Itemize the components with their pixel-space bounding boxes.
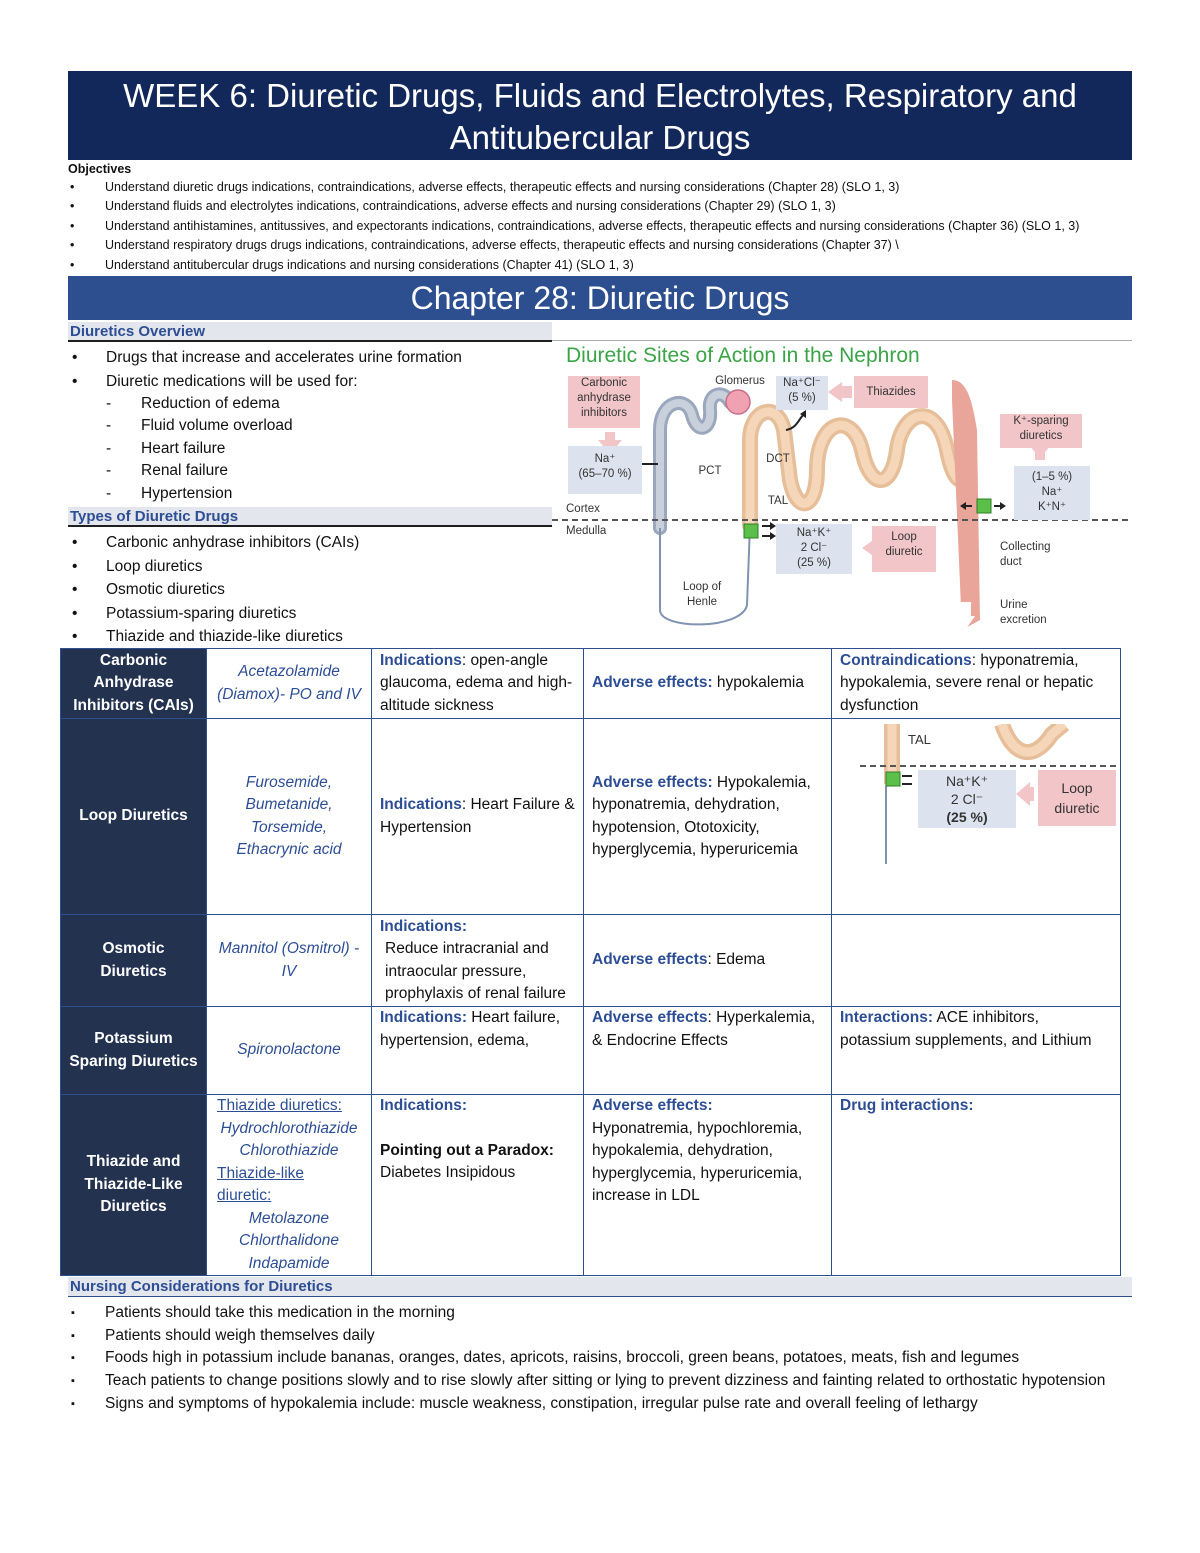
na-ion: Na⁺ <box>594 453 616 465</box>
interactions-label: Drug interactions: <box>840 1097 974 1114</box>
adverse-cell <box>584 649 832 719</box>
week-title <box>68 71 1132 160</box>
list-item: • Carbonic anhydrase inhibitors (CAIs) <box>68 531 359 555</box>
objective-item: • Understand fluids and electrolytes indications, contraindications, adverse effects and nursing considerations (Chapter 29) (SLO 1, 3) <box>68 197 1132 216</box>
carbonic-anhydrase-label: Carbonic anhydrase inhibitors <box>568 376 640 428</box>
drug-name: Chlorothiazide <box>239 1142 339 1159</box>
adverse-text: Hyponatremia, hypochloremia, hypokalemia, dehydration, hyperglycemia, hyperuricemia, increase in LDL <box>592 1119 803 1204</box>
indications-cell <box>372 915 584 1007</box>
list-item: ▪ Patients should weigh themselves daily <box>68 1325 1132 1348</box>
table-row <box>61 915 1121 1007</box>
objectives-section <box>68 161 1132 275</box>
loop-mini-diagram <box>852 724 1120 864</box>
objectives-list <box>68 178 1132 275</box>
k-sparing-box <box>1014 466 1090 520</box>
mini-percent: (25 %) <box>946 809 988 825</box>
nak-box <box>776 524 852 574</box>
k-kn-ion: K⁺N⁺ <box>1037 501 1067 513</box>
drug-name: Torsemide, <box>250 818 328 836</box>
indications-label: Indications <box>380 651 462 669</box>
drug-group-label: Thiazide-like diuretic: <box>217 1164 305 1204</box>
drug-name: Indapamide <box>248 1254 330 1272</box>
overview-list <box>68 346 462 505</box>
list-item: ▪ Teach patients to change positions slowly and to rise slowly after sitting or lying to prevent dizziness and fainting related to orthostatic hypotension <box>68 1370 1132 1393</box>
drug-name: Hydrochlorothiazide <box>220 1119 358 1137</box>
overview-heading: Diuretics Overview <box>68 322 552 342</box>
adverse-label: Adverse effects: <box>592 1097 713 1114</box>
list-item: • Osmotic diuretics <box>68 578 359 602</box>
nak-ion: Na⁺K⁺ <box>796 527 832 539</box>
drug-group-label: Thiazide diuretics: <box>217 1097 342 1114</box>
adverse-text: : Edema <box>707 951 766 969</box>
list-item: • Drugs that increase and accelerates urine formation <box>68 346 462 370</box>
mini-nak-box <box>918 770 1016 828</box>
list-item: - Heart failure <box>68 438 462 460</box>
drug-name: Furosemide, <box>245 773 333 791</box>
nak-percent: (25 %) <box>797 557 831 569</box>
drug-name: Bumetanide, <box>245 796 333 813</box>
diagram-title: Diuretic Sites of Action in the Nephron <box>566 344 920 367</box>
adverse-text: Hypokalemia, hyponatremia, dehydration, hypotension, Ototoxicity, hyperglycemia, hyperuricemia <box>592 773 811 858</box>
indications-cell <box>372 649 584 719</box>
na-percent: (65–70 %) <box>578 468 632 480</box>
drug-cell: Mannitol (Osmitrol) - IV <box>207 915 372 1007</box>
indications-cell <box>372 719 584 915</box>
k-sparing-label: K⁺-sparing diuretics <box>1000 414 1082 448</box>
nacl-percent: (5 %) <box>788 392 816 404</box>
indications-cell <box>372 1007 584 1095</box>
mini-nak-ion: Na⁺K⁺ <box>945 773 988 789</box>
mini-loop-diuretic-label: Loop diuretic <box>1038 770 1116 826</box>
nacl-box <box>776 376 828 410</box>
category-cell: Potassium Sparing Diuretics <box>61 1007 207 1095</box>
na-pct-box <box>568 446 642 494</box>
interactions-cell <box>832 1007 1121 1095</box>
list-item: ▪ Foods high in potassium include bananas, oranges, dates, apricots, raisins, broccoli, green beans, potatoes, meats, fish and legumes <box>68 1347 1132 1370</box>
adverse-label: Adverse effects: <box>592 773 713 791</box>
types-list <box>68 531 359 649</box>
interactions-cell <box>832 1095 1121 1276</box>
indications-cell <box>372 1095 584 1276</box>
adverse-cell <box>584 1007 832 1095</box>
drug-cell: Spironolactone <box>207 1007 372 1095</box>
objective-item: • Understand respiratory drugs drugs indications, contraindications, adverse effects, therapeutic effects and nursing considerations (Chapter 37) \ <box>68 236 1132 255</box>
chapter-title: Chapter 28: Diuretic Drugs <box>68 276 1132 320</box>
list-item: - Hypertension <box>68 483 462 505</box>
contraindications-cell <box>832 649 1121 719</box>
list-item: • Loop diuretics <box>68 555 359 579</box>
nacl-ion: Na⁺Cl⁻ <box>783 377 821 389</box>
cortex-label: Cortex <box>566 503 600 515</box>
table-row <box>61 1007 1121 1095</box>
empty-cell <box>832 915 1121 1007</box>
indications-label: Indications <box>380 796 462 813</box>
objective-item: • Understand antitubercular drugs indications and nursing considerations (Chapter 41) (SLO 1, 3) <box>68 256 1132 275</box>
loop-henle-label: Loop of Henle <box>682 581 722 608</box>
indications-label: Indications: <box>380 917 467 935</box>
drug-cell <box>207 1095 372 1276</box>
pct-label: PCT <box>698 465 722 477</box>
collecting-duct-label: Collecting duct <box>1000 541 1051 568</box>
indications-text: : Heart Failure & Hypertension <box>380 796 575 836</box>
objective-item: • Understand diuretic drugs indications, contraindications, adverse effects, therapeutic effects and nursing considerations (Chapter 28) (SLO 1, 3) <box>68 178 1132 197</box>
mini-tal-label: TAL <box>908 732 931 747</box>
week-title-line2: Antitubercular Drugs <box>449 119 751 156</box>
k-percent: (1–5 %) <box>1031 471 1073 483</box>
contraindications-label: Contraindications <box>840 651 972 669</box>
drug-name: Ethacrynic acid <box>236 841 342 858</box>
urine-excretion-label: Urine excretion <box>1000 599 1047 626</box>
objective-item: • Understand antihistamines, antitussives, and expectorants indications, contraindications, adverse effects, therapeutic effects and nursing considerations (Chapter 36) (SLO 1, 3) <box>68 217 1132 236</box>
drug-cell: Acetazolamide (Diamox)- PO and IV <box>207 649 372 719</box>
indications-text: Reduce intracranial and intraocular pressure, prophylaxis of renal failure <box>385 940 566 1002</box>
objectives-heading: Objectives <box>68 162 132 176</box>
medulla-label: Medulla <box>566 525 607 537</box>
table-row <box>61 1095 1121 1276</box>
mini-cl-ion: 2 Cl⁻ <box>950 791 984 807</box>
adverse-text: : Hyperkalemia, & Endocrine Effects <box>592 1009 816 1049</box>
indications-text: Heart failure, hypertension, edema, <box>380 1009 561 1049</box>
glomerus-label: Glomerus <box>715 375 765 387</box>
paradox-text: Diabetes Insipidous <box>380 1164 516 1181</box>
interactions-label: Interactions: <box>840 1009 934 1026</box>
category-cell: Loop Diuretics <box>61 719 207 915</box>
nursing-list <box>68 1302 1132 1416</box>
drug-name: Metolazone <box>248 1209 330 1227</box>
nursing-heading: Nursing Considerations for Diuretics <box>68 1277 1132 1297</box>
list-item: • Thiazide and thiazide-like diuretics <box>68 625 359 649</box>
k-na-ion: Na⁺ <box>1041 486 1063 498</box>
indications-label: Indications: <box>380 1097 467 1114</box>
adverse-label: Adverse effects <box>592 1009 708 1026</box>
drug-cell <box>207 719 372 915</box>
adverse-cell <box>584 719 832 915</box>
adverse-cell <box>584 915 832 1007</box>
indications-label: Indications: <box>380 1009 467 1026</box>
adverse-cell <box>584 1095 832 1276</box>
interactions-text: ACE inhibitors, potassium supplements, and Lithium <box>840 1009 1092 1049</box>
indications-text: : open-angle glaucoma, edema and high-altitude sickness <box>380 651 573 714</box>
contraindications-text: : hyponatremia, hypokalemia, severe renal or hepatic dysfunction <box>840 651 1094 714</box>
dct-label: DCT <box>766 453 790 465</box>
loop-diuretic-label: Loop diuretic <box>872 526 936 572</box>
list-item: • Potassium-sparing diuretics <box>68 602 359 626</box>
adverse-label: Adverse effects <box>592 951 708 969</box>
drug-name: Chlorthalidone <box>239 1232 339 1249</box>
list-item: - Fluid volume overload <box>68 415 462 437</box>
list-item: ▪ Signs and symptoms of hypokalemia include: muscle weakness, constipation, irregular pulse rate and overall feeling of lethargy <box>68 1393 1132 1416</box>
category-cell: Osmotic Diuretics <box>61 915 207 1007</box>
list-item: ▪ Patients should take this medication in the morning <box>68 1302 1132 1325</box>
adverse-label: Adverse effects: <box>592 674 713 692</box>
list-item: - Reduction of edema <box>68 393 462 415</box>
category-cell: Thiazide and Thiazide-Like Diuretics <box>61 1095 207 1276</box>
list-item: - Renal failure <box>68 460 462 482</box>
types-heading: Types of Diuretic Drugs <box>68 507 552 527</box>
cl-ion: 2 Cl⁻ <box>800 542 828 554</box>
category-cell: Carbonic Anhydrase Inhibitors (CAIs) <box>61 649 207 719</box>
nephron-diagram <box>552 340 1132 640</box>
list-item: • Diuretic medications will be used for: <box>68 370 462 394</box>
week-title-line1: WEEK 6: Diuretic Drugs, Fluids and Electrolytes, Respiratory and <box>123 77 1077 114</box>
adverse-text: hypokalemia <box>712 674 804 692</box>
table-row <box>61 649 1121 719</box>
thiazides-label: Thiazides <box>854 376 928 408</box>
tal-label: TAL <box>767 495 789 507</box>
paradox-label: Pointing out a Paradox: <box>380 1141 554 1159</box>
